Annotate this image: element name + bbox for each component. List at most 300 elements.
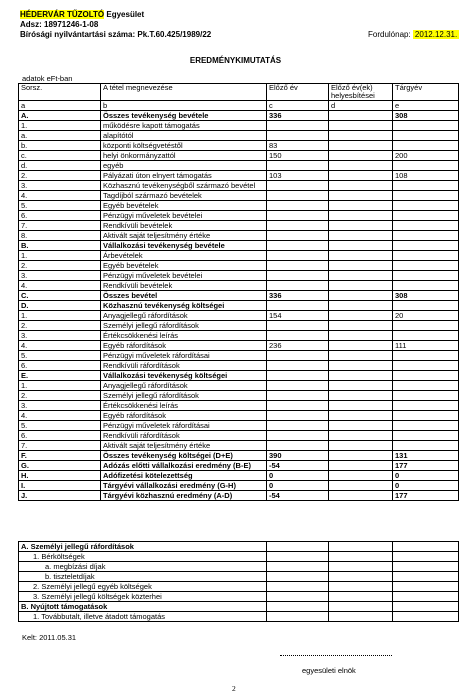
- cell-value: [393, 552, 459, 562]
- cell-sorsz: B.: [19, 241, 101, 251]
- cell-value: [267, 552, 329, 562]
- cell-name: Pénzügyi műveletek bevételei: [101, 271, 267, 281]
- cell-name: Adózás előtti vállalkozási eredmény (B-E): [101, 461, 267, 471]
- cell-current-year: [393, 231, 459, 241]
- table-row: [19, 171, 459, 181]
- cell-prev-year: [267, 331, 329, 341]
- letter-a: a: [19, 101, 101, 111]
- cell-corrections: [329, 141, 393, 151]
- cell-corrections: [329, 451, 393, 461]
- balance-date-value: 2012.12.31.: [414, 30, 458, 39]
- cell-name: Rendkívüli bevételek: [101, 221, 267, 231]
- cell-current-year: [393, 331, 459, 341]
- table-row: [19, 461, 459, 471]
- cell-sorsz: c.: [19, 151, 101, 161]
- page-number: 2: [232, 684, 236, 693]
- cell-value: [393, 572, 459, 582]
- cell-current-year: 177: [393, 461, 459, 471]
- cell-sorsz: 6.: [19, 361, 101, 371]
- table-row: [19, 241, 459, 251]
- cell-prev-year: [267, 321, 329, 331]
- date-line: Kelt: 2011.05.31: [22, 633, 77, 642]
- cell-name: Aktivált saját teljesítmény értéke: [101, 441, 267, 451]
- cell-name: Egyéb ráfordítások: [101, 411, 267, 421]
- cell-current-year: 108: [393, 171, 459, 181]
- signature-line: [280, 654, 392, 656]
- cell-current-year: [393, 131, 459, 141]
- cell-prev-year: 0: [267, 471, 329, 481]
- table-row: [19, 341, 459, 351]
- cell-corrections: [329, 201, 393, 211]
- cell-corrections: [329, 431, 393, 441]
- cell-prev-year: 0: [267, 481, 329, 491]
- cell-name: Egyéb bevételek: [101, 261, 267, 271]
- cell-name: helyi önkormányzattól: [101, 151, 267, 161]
- cell-prev-year: [267, 221, 329, 231]
- cell-name: Értékcsökkenési leírás: [101, 401, 267, 411]
- cell-corrections: [329, 481, 393, 491]
- cell-current-year: [393, 161, 459, 171]
- cell-name: Anyagjellegű ráfordítások: [101, 311, 267, 321]
- cell-corrections: [329, 381, 393, 391]
- table-row: [19, 111, 459, 121]
- cell-name: Tárgyévi vállalkozási eredmény (G-H): [101, 481, 267, 491]
- cell-current-year: [393, 181, 459, 191]
- cell-prev-year: 336: [267, 291, 329, 301]
- cell-value: [393, 542, 459, 552]
- cell-sorsz: 2.: [19, 171, 101, 181]
- cell-name: 3. Személyi jellegű költségek közterhei: [19, 592, 267, 602]
- table-row: [19, 602, 459, 612]
- cell-name: Összes bevétel: [101, 291, 267, 301]
- cell-name: B. Nyújtott támogatások: [19, 602, 267, 612]
- cell-prev-year: 150: [267, 151, 329, 161]
- table-row: [19, 331, 459, 341]
- cell-sorsz: 5.: [19, 351, 101, 361]
- cell-sorsz: H.: [19, 471, 101, 481]
- table-row: [19, 371, 459, 381]
- cell-corrections: [329, 131, 393, 141]
- cell-corrections: [329, 491, 393, 501]
- cell-sorsz: 2.: [19, 321, 101, 331]
- cell-prev-year: [267, 261, 329, 271]
- cell-value: [267, 562, 329, 572]
- cell-prev-year: [267, 441, 329, 451]
- cell-corrections: [329, 391, 393, 401]
- cell-name: Személyi jellegű ráfordítások: [101, 391, 267, 401]
- cell-corrections: [329, 361, 393, 371]
- cell-prev-year: [267, 181, 329, 191]
- cell-name: Pénzügyi műveletek ráfordításai: [101, 421, 267, 431]
- cell-corrections: [329, 441, 393, 451]
- cell-corrections: [329, 421, 393, 431]
- cell-sorsz: 4.: [19, 191, 101, 201]
- table-row: [19, 592, 459, 602]
- cell-corrections: [329, 371, 393, 381]
- cell-current-year: [393, 211, 459, 221]
- cell-value: [393, 562, 459, 572]
- document-title: EREDMÉNYKIMUTATÁS: [189, 56, 282, 65]
- cell-value: [329, 602, 393, 612]
- cell-name: Vállalkozási tevékenység bevétele: [101, 241, 267, 251]
- table-row: [19, 301, 459, 311]
- organization-name-highlight: HÉDERVÁR TŰZOLTÓ: [20, 10, 105, 19]
- cell-sorsz: 6.: [19, 211, 101, 221]
- cell-current-year: [393, 441, 459, 451]
- cell-corrections: [329, 221, 393, 231]
- table-row: [19, 421, 459, 431]
- cell-prev-year: [267, 121, 329, 131]
- cell-name: Pályázati úton elnyert támogatás: [101, 171, 267, 181]
- cell-prev-year: [267, 271, 329, 281]
- table-row: [19, 471, 459, 481]
- cell-prev-year: 154: [267, 311, 329, 321]
- tax-number: Adsz: 18971246-1-08: [20, 20, 99, 29]
- cell-prev-year: 236: [267, 341, 329, 351]
- balance-date-label: Fordulónap:: [368, 30, 413, 39]
- cell-corrections: [329, 291, 393, 301]
- cell-prev-year: -54: [267, 491, 329, 501]
- cell-prev-year: 390: [267, 451, 329, 461]
- cell-current-year: [393, 301, 459, 311]
- cell-name: Pénzügyi műveletek bevételei: [101, 211, 267, 221]
- cell-corrections: [329, 261, 393, 271]
- table-row: [19, 141, 459, 151]
- cell-corrections: [329, 191, 393, 201]
- cell-sorsz: I.: [19, 481, 101, 491]
- table-row: [19, 121, 459, 131]
- supplementary-body: [19, 542, 459, 622]
- cell-current-year: 177: [393, 491, 459, 501]
- cell-name: A. Személyi jellegű ráfordítások: [19, 542, 267, 552]
- cell-sorsz: 3.: [19, 181, 101, 191]
- cell-value: [393, 582, 459, 592]
- cell-current-year: [393, 191, 459, 201]
- cell-value: [329, 582, 393, 592]
- cell-sorsz: 1.: [19, 381, 101, 391]
- cell-current-year: 308: [393, 291, 459, 301]
- table-row: [19, 251, 459, 261]
- cell-current-year: [393, 351, 459, 361]
- cell-sorsz: F.: [19, 451, 101, 461]
- cell-sorsz: 5.: [19, 201, 101, 211]
- cell-value: [329, 572, 393, 582]
- table-row: [19, 161, 459, 171]
- table-row: [19, 151, 459, 161]
- cell-prev-year: [267, 351, 329, 361]
- cell-name: Összes tevékenység költségei (D+E): [101, 451, 267, 461]
- cell-name: központi költségvetéstől: [101, 141, 267, 151]
- cell-sorsz: 1.: [19, 311, 101, 321]
- cell-name: Tagdíjból származó bevételek: [101, 191, 267, 201]
- header-name: A tétel megnevezése: [101, 84, 267, 101]
- cell-name: Összes tevékenység bevétele: [101, 111, 267, 121]
- letter-b: b: [101, 101, 267, 111]
- cell-current-year: [393, 321, 459, 331]
- organization-name: [20, 10, 144, 19]
- cell-value: [267, 572, 329, 582]
- table-row: [19, 131, 459, 141]
- cell-current-year: [393, 401, 459, 411]
- cell-current-year: 0: [393, 471, 459, 481]
- table-row: [19, 562, 459, 572]
- cell-name: alapítótól: [101, 131, 267, 141]
- table-row: [19, 431, 459, 441]
- cell-current-year: [393, 141, 459, 151]
- cell-sorsz: D.: [19, 301, 101, 311]
- cell-prev-year: [267, 211, 329, 221]
- cell-name: Árbevételek: [101, 251, 267, 261]
- cell-value: [329, 552, 393, 562]
- header-corrections: Előző év(ek) helyesbítései: [329, 84, 393, 101]
- cell-corrections: [329, 241, 393, 251]
- cell-corrections: [329, 181, 393, 191]
- table-row: [19, 612, 459, 622]
- cell-prev-year: [267, 381, 329, 391]
- cell-sorsz: G.: [19, 461, 101, 471]
- cell-prev-year: [267, 131, 329, 141]
- table-row: [19, 281, 459, 291]
- cell-prev-year: [267, 301, 329, 311]
- cell-name: Adófizetési kötelezettség: [101, 471, 267, 481]
- cell-name: Egyéb bevételek: [101, 201, 267, 211]
- cell-sorsz: C.: [19, 291, 101, 301]
- cell-value: [267, 542, 329, 552]
- cell-name: Anyagjellegű ráfordítások: [101, 381, 267, 391]
- cell-value: [329, 562, 393, 572]
- cell-value: [393, 592, 459, 602]
- cell-prev-year: [267, 161, 329, 171]
- table-row: [19, 211, 459, 221]
- cell-name: a. megbízási díjak: [19, 562, 267, 572]
- cell-corrections: [329, 161, 393, 171]
- cell-corrections: [329, 271, 393, 281]
- table-row: [19, 271, 459, 281]
- cell-sorsz: 3.: [19, 401, 101, 411]
- cell-corrections: [329, 111, 393, 121]
- cell-prev-year: [267, 231, 329, 241]
- cell-sorsz: 4.: [19, 341, 101, 351]
- cell-current-year: [393, 381, 459, 391]
- cell-current-year: [393, 371, 459, 381]
- cell-sorsz: 8.: [19, 231, 101, 241]
- cell-prev-year: [267, 251, 329, 261]
- cell-current-year: [393, 251, 459, 261]
- cell-prev-year: [267, 431, 329, 441]
- cell-current-year: [393, 261, 459, 271]
- cell-prev-year: [267, 371, 329, 381]
- cell-sorsz: E.: [19, 371, 101, 381]
- cell-prev-year: [267, 241, 329, 251]
- cell-prev-year: -54: [267, 461, 329, 471]
- table-row: [19, 321, 459, 331]
- cell-current-year: 131: [393, 451, 459, 461]
- cell-current-year: 308: [393, 111, 459, 121]
- organization-suffix: Egyesület: [104, 10, 145, 19]
- cell-current-year: [393, 241, 459, 251]
- cell-corrections: [329, 461, 393, 471]
- cell-current-year: [393, 271, 459, 281]
- cell-sorsz: b.: [19, 141, 101, 151]
- cell-sorsz: A.: [19, 111, 101, 121]
- letter-d: d: [329, 101, 393, 111]
- table-row: [19, 221, 459, 231]
- income-statement-body: [19, 84, 459, 501]
- cell-sorsz: 2.: [19, 391, 101, 401]
- cell-sorsz: 1.: [19, 121, 101, 131]
- cell-sorsz: 3.: [19, 331, 101, 341]
- letter-c: c: [267, 101, 329, 111]
- cell-prev-year: [267, 201, 329, 211]
- cell-name: Értékcsökkenési leírás: [101, 331, 267, 341]
- cell-name: működésre kapott támogatás: [101, 121, 267, 131]
- cell-value: [329, 592, 393, 602]
- cell-sorsz: 5.: [19, 421, 101, 431]
- table-row: [19, 311, 459, 321]
- cell-value: [393, 602, 459, 612]
- court-registration-number: Bírósági nyilvántartási száma: Pk.T.60.425/1989/22: [20, 30, 212, 39]
- cell-sorsz: J.: [19, 491, 101, 501]
- cell-value: [329, 542, 393, 552]
- table-row: [19, 381, 459, 391]
- cell-name: Tárgyévi közhasznú eredmény (A-D): [101, 491, 267, 501]
- cell-name: Pénzügyi műveletek ráfordításai: [101, 351, 267, 361]
- table-row: [19, 401, 459, 411]
- cell-value: [267, 582, 329, 592]
- cell-value: [267, 592, 329, 602]
- table-row: [19, 261, 459, 271]
- cell-name: b. tiszteletdíjak: [19, 572, 267, 582]
- cell-sorsz: a.: [19, 131, 101, 141]
- cell-sorsz: 1.: [19, 251, 101, 261]
- cell-name: egyéb: [101, 161, 267, 171]
- cell-prev-year: [267, 281, 329, 291]
- cell-corrections: [329, 301, 393, 311]
- cell-prev-year: [267, 191, 329, 201]
- table-row: [19, 441, 459, 451]
- cell-corrections: [329, 321, 393, 331]
- unit-note: adatok eFt-ban: [22, 74, 73, 83]
- table-header-row: [19, 84, 459, 101]
- header-prev-year: Előző év: [267, 84, 329, 101]
- cell-sorsz: 6.: [19, 431, 101, 441]
- cell-prev-year: 103: [267, 171, 329, 181]
- cell-current-year: [393, 121, 459, 131]
- table-row: [19, 231, 459, 241]
- cell-name: Közhasznú tevékenység költségei: [101, 301, 267, 311]
- cell-current-year: [393, 391, 459, 401]
- cell-name: Rendkívüli ráfordítások: [101, 361, 267, 371]
- cell-current-year: [393, 421, 459, 431]
- cell-current-year: [393, 221, 459, 231]
- cell-sorsz: 4.: [19, 281, 101, 291]
- cell-current-year: 111: [393, 341, 459, 351]
- table-row: [19, 191, 459, 201]
- cell-current-year: [393, 361, 459, 371]
- table-letter-row: [19, 101, 459, 111]
- cell-name: Rendkívüli ráfordítások: [101, 431, 267, 441]
- cell-prev-year: 83: [267, 141, 329, 151]
- table-row: [19, 291, 459, 301]
- cell-current-year: [393, 201, 459, 211]
- header-current-year: Tárgyév: [393, 84, 459, 101]
- cell-prev-year: [267, 361, 329, 371]
- table-row: [19, 411, 459, 421]
- cell-corrections: [329, 341, 393, 351]
- balance-date: [368, 30, 459, 39]
- cell-value: [267, 612, 329, 622]
- cell-name: Személyi jellegű ráfordítások: [101, 321, 267, 331]
- cell-sorsz: 2.: [19, 261, 101, 271]
- cell-corrections: [329, 171, 393, 181]
- cell-corrections: [329, 121, 393, 131]
- cell-corrections: [329, 281, 393, 291]
- table-row: [19, 572, 459, 582]
- table-row: [19, 491, 459, 501]
- cell-current-year: [393, 411, 459, 421]
- cell-name: 1. Bérköltségek: [19, 552, 267, 562]
- table-row: [19, 391, 459, 401]
- signature-label: egyesületi elnök: [302, 666, 356, 675]
- cell-name: Rendkívüli bevételek: [101, 281, 267, 291]
- cell-sorsz: 7.: [19, 441, 101, 451]
- table-row: [19, 201, 459, 211]
- cell-sorsz: 4.: [19, 411, 101, 421]
- cell-prev-year: [267, 391, 329, 401]
- cell-corrections: [329, 151, 393, 161]
- table-row: [19, 552, 459, 562]
- cell-corrections: [329, 351, 393, 361]
- cell-corrections: [329, 251, 393, 261]
- cell-prev-year: [267, 411, 329, 421]
- cell-sorsz: 7.: [19, 221, 101, 231]
- cell-corrections: [329, 411, 393, 421]
- cell-name: 1. Továbbutalt, illetve átadott támogatás: [19, 612, 267, 622]
- cell-name: Vállalkozási tevékenység költségei: [101, 371, 267, 381]
- cell-name: Aktivált saját teljesítmény értéke: [101, 231, 267, 241]
- table-row: [19, 582, 459, 592]
- cell-corrections: [329, 331, 393, 341]
- cell-corrections: [329, 401, 393, 411]
- income-statement-table: [18, 83, 459, 501]
- cell-prev-year: [267, 401, 329, 411]
- cell-current-year: 20: [393, 311, 459, 321]
- cell-sorsz: 3.: [19, 271, 101, 281]
- cell-current-year: 200: [393, 151, 459, 161]
- cell-value: [267, 602, 329, 612]
- cell-current-year: [393, 431, 459, 441]
- table-row: [19, 181, 459, 191]
- table-row: [19, 451, 459, 461]
- cell-value: [393, 612, 459, 622]
- cell-current-year: 0: [393, 481, 459, 491]
- letter-e: e: [393, 101, 459, 111]
- cell-value: [329, 612, 393, 622]
- cell-prev-year: [267, 421, 329, 431]
- cell-corrections: [329, 311, 393, 321]
- cell-prev-year: 336: [267, 111, 329, 121]
- table-row: [19, 542, 459, 552]
- cell-sorsz: d.: [19, 161, 101, 171]
- cell-name: Közhasznú tevékenységből származó bevétel: [101, 181, 267, 191]
- table-row: [19, 481, 459, 491]
- supplementary-table: [18, 541, 459, 622]
- cell-name: Egyéb ráfordítások: [101, 341, 267, 351]
- table-row: [19, 351, 459, 361]
- cell-current-year: [393, 281, 459, 291]
- table-row: [19, 361, 459, 371]
- cell-corrections: [329, 211, 393, 221]
